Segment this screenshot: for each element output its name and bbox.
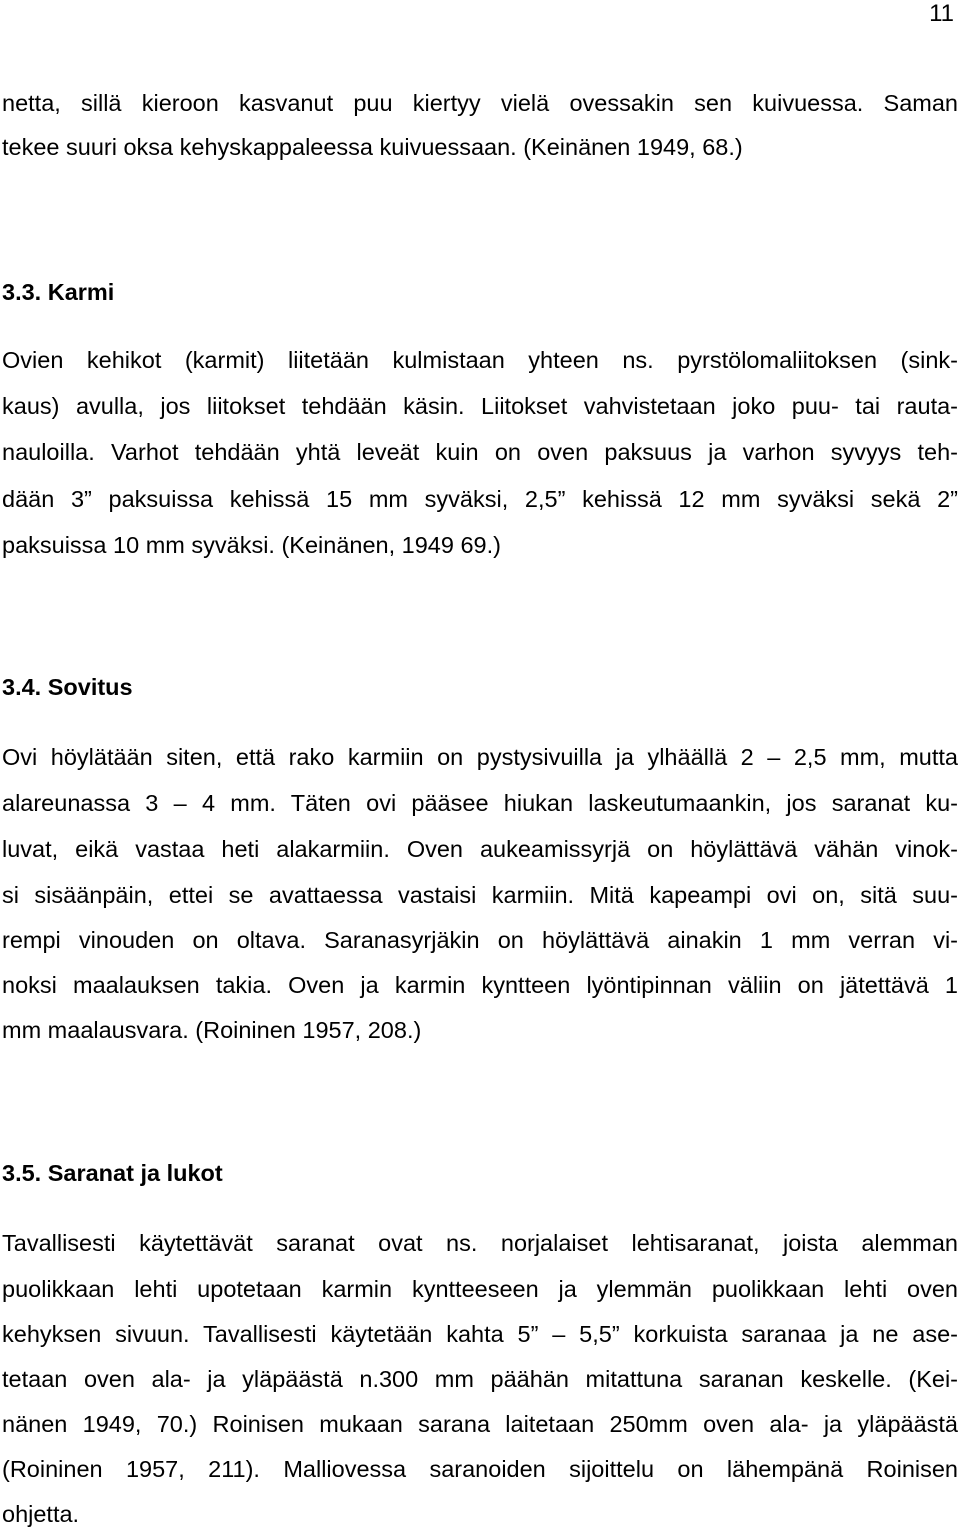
paragraph-line: kaus) avulla, jos liitokset tehdään käsin. Liitokset vahvistetaan joko puu- tai rauta-: [2, 393, 958, 419]
paragraph-line: noksi maalauksen takia. Oven ja karmin kyntteen lyöntipinnan väliin on jätettävä 1: [2, 972, 958, 998]
section-heading: 3.3. Karmi: [2, 279, 115, 305]
paragraph-line: Ovi höylätään siten, että rako karmiin on pystysivuilla ja ylhäällä 2 – 2,5 mm, mutta: [2, 744, 958, 770]
paragraph-line: paksuissa 10 mm syväksi. (Keinänen, 1949 69.): [2, 532, 501, 558]
paragraph-line: Ovien kehikot (karmit) liitetään kulmistaan yhteen ns. pyrstölomaliitoksen (sink-: [2, 347, 958, 373]
paragraph-line: luvat, eikä vastaa heti alakarmiin. Oven aukeamissyrjä on höylättävä vähän vinok-: [2, 836, 958, 862]
paragraph-line: alareunassa 3 – 4 mm. Täten ovi pääsee hiukan laskeutumaankin, jos saranat ku-: [2, 790, 958, 816]
page-number: 11: [929, 0, 954, 27]
paragraph-line: dään 3” paksuissa kehissä 15 mm syväksi, 2,5” kehissä 12 mm syväksi sekä 2”: [2, 486, 958, 512]
paragraph-line: si sisäänpäin, ettei se avattaessa vastaisi karmiin. Mitä kapeampi ovi on, sitä suu-: [2, 882, 958, 908]
section-heading: 3.5. Saranat ja lukot: [2, 1160, 223, 1186]
paragraph-line: nänen 1949, 70.) Roinisen mukaan sarana laitetaan 250mm oven ala- ja yläpäästä: [2, 1411, 958, 1437]
section-heading: 3.4. Sovitus: [2, 674, 133, 700]
paragraph-line: kehyksen sivuun. Tavallisesti käytetään kahta 5” – 5,5” korkuista saranaa ja ne ase-: [2, 1321, 958, 1347]
paragraph-line: Tavallisesti käytettävät saranat ovat ns. norjalaiset lehtisaranat, joista alemman: [2, 1230, 958, 1256]
paragraph-line: nauloilla. Varhot tehdään yhtä leveät kuin on oven paksuus ja varhon syvyys teh-: [2, 439, 958, 465]
paragraph-line: (Roininen 1957, 211). Malliovessa saranoiden sijoittelu on lähempänä Roinisen: [2, 1456, 958, 1482]
paragraph-line: tetaan oven ala- ja yläpäästä n.300 mm päähän mitattuna saranan keskelle. (Kei-: [2, 1366, 958, 1392]
paragraph-line: netta, sillä kieroon kasvanut puu kiertyy vielä ovessakin sen kuivuessa. Saman: [2, 90, 958, 116]
paragraph-line: tekee suuri oksa kehyskappaleessa kuivuessaan. (Keinänen 1949, 68.): [2, 134, 743, 160]
paragraph-line: mm maalausvara. (Roininen 1957, 208.): [2, 1017, 422, 1043]
paragraph-line: puolikkaan lehti upotetaan karmin kynttеeseen ja ylemmän puolikkaan lehti oven: [2, 1276, 958, 1302]
paragraph-line: rempi vinouden on oltava. Saranasyrjäkin on höylättävä ainakin 1 mm verran vi-: [2, 927, 958, 953]
paragraph-line: ohjetta.: [2, 1501, 80, 1527]
